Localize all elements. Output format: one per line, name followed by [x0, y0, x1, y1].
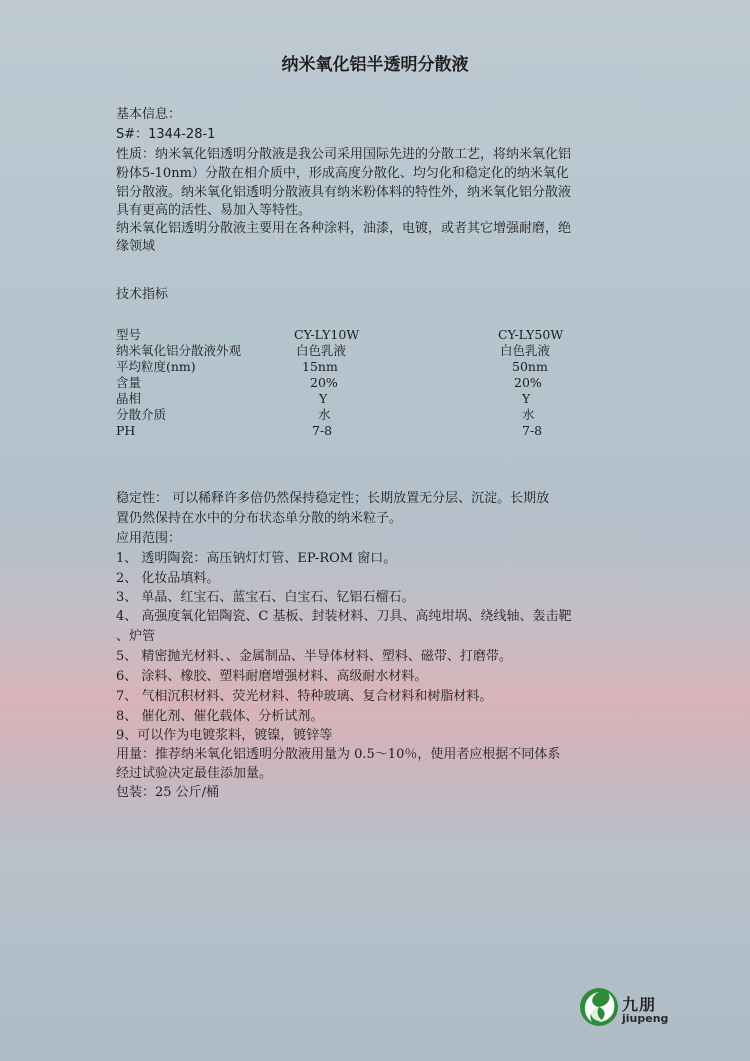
spec-label: PH: [116, 423, 136, 438]
page-title: 纳米氧化铝半透明分散液: [281, 55, 469, 75]
list-item: 5、 精密抛光材料、、金属制品、半导体材料、塑料、磁带、打磨带。: [116, 649, 512, 664]
list-item: 8、 催化剂、催化载体、分析试剂。: [116, 709, 324, 724]
applications-heading: 应用范围：: [116, 531, 182, 546]
spec-value-a: 白色乳液: [296, 343, 347, 358]
dosage-line-2: 经过试验决定最佳添加量。: [116, 766, 273, 781]
list-item: 3、 单晶、红宝石、蓝宝石、白宝石、钇铝石榴石。: [116, 590, 415, 605]
spec-value-b: 水: [522, 407, 535, 422]
spec-value-a: 20%: [310, 375, 338, 390]
logo-cn-text: 九朋: [622, 995, 657, 1014]
spec-row: [116, 423, 636, 439]
dosage-line-1: 用量：推荐纳米氧化铝透明分散液用量为 0.5～10％，使用者应根据不同体系: [116, 747, 561, 762]
list-item: 7、 气相沉积材料、荧光材料、特种玻璃、复合材料和树脂材料。: [116, 689, 493, 704]
cas-number: S#：1344-28-1: [116, 127, 216, 142]
list-item: 1、 透明陶瓷：高压钠灯灯管、EP-ROM 窗口。: [116, 551, 397, 566]
spec-value-b: 白色乳液: [500, 343, 551, 358]
spec-value-b: CY-LY50W: [498, 327, 564, 342]
spec-value-a: Y: [319, 391, 328, 406]
spec-label: 平均粒度(nm): [116, 359, 196, 374]
spec-label: 晶相: [116, 391, 142, 406]
spec-row: [116, 407, 636, 423]
jiupeng-logo-icon: [578, 986, 620, 1028]
spec-value-b: 50nm: [512, 359, 548, 374]
list-item: 2、 化妆品填料。: [116, 571, 220, 586]
nature-line-2: 粉体5-10nm）分散在相介质中，形成高度分散化、均匀化和稳定化的纳米氧化: [116, 166, 569, 181]
company-logo: [578, 986, 678, 1038]
nature-line-1: 性质：纳米氧化铝透明分散液是我公司采用国际先进的分散工艺，将纳米氧化铝: [116, 147, 572, 162]
spec-value-a: CY-LY10W: [294, 327, 360, 342]
spec-row: [116, 327, 636, 343]
nature-line-3: 铝分散液。纳米氧化铝透明分散液具有纳米粉体料的特性外，纳米氧化铝分散液: [116, 185, 572, 200]
spec-value-b: Y: [522, 391, 531, 406]
spec-value-a: 7-8: [312, 423, 333, 438]
logo-en-text: jiupeng: [622, 1012, 669, 1025]
usage-line-2: 缘领域: [116, 239, 156, 254]
usage-line-1: 纳米氧化铝透明分散液主要用在各种涂料，油漆，电镀，或者其它增强耐磨，绝: [116, 221, 572, 236]
basic-info-heading: 基本信息：: [116, 107, 182, 122]
spec-value-a: 15nm: [302, 359, 338, 374]
spec-value-b: 7-8: [522, 423, 543, 438]
stability-line-1: 稳定性： 可以稀释许多倍仍然保持稳定性；长期放置无分层、沉淀。长期放: [116, 491, 550, 506]
spec-row: [116, 359, 636, 375]
spec-value-b: 20%: [514, 375, 542, 390]
spec-row: [116, 391, 636, 407]
list-item: 9、可以作为电镀浆料，镀镍，镀锌等: [116, 728, 333, 743]
nature-line-4: 具有更高的活性、易加入等特性。: [116, 203, 312, 218]
spec-value-a: 水: [318, 407, 331, 422]
spec-row: [116, 343, 636, 359]
spec-label: 型号: [116, 327, 142, 342]
spec-label: 纳米氧化铝分散液外观: [116, 343, 242, 358]
spec-row: [116, 375, 636, 391]
list-item: 、炉管: [116, 629, 156, 644]
spec-label: 分散介质: [116, 407, 167, 422]
specs-heading: 技术指标: [116, 287, 169, 302]
stability-line-2: 置仍然保持在水中的分布状态单分散的纳米粒子。: [116, 511, 403, 526]
spec-label: 含量: [116, 375, 142, 390]
list-item: 6、 涂料、橡胶、塑料耐磨增强材料、高级耐水材料。: [116, 669, 428, 684]
list-item: 4、 高强度氧化铝陶瓷、C 基板、封装材料、刀具、高纯坩埚、绕线轴、轰击靶: [116, 609, 572, 624]
packing-line: 包装：25 公斤/桶: [116, 785, 220, 800]
